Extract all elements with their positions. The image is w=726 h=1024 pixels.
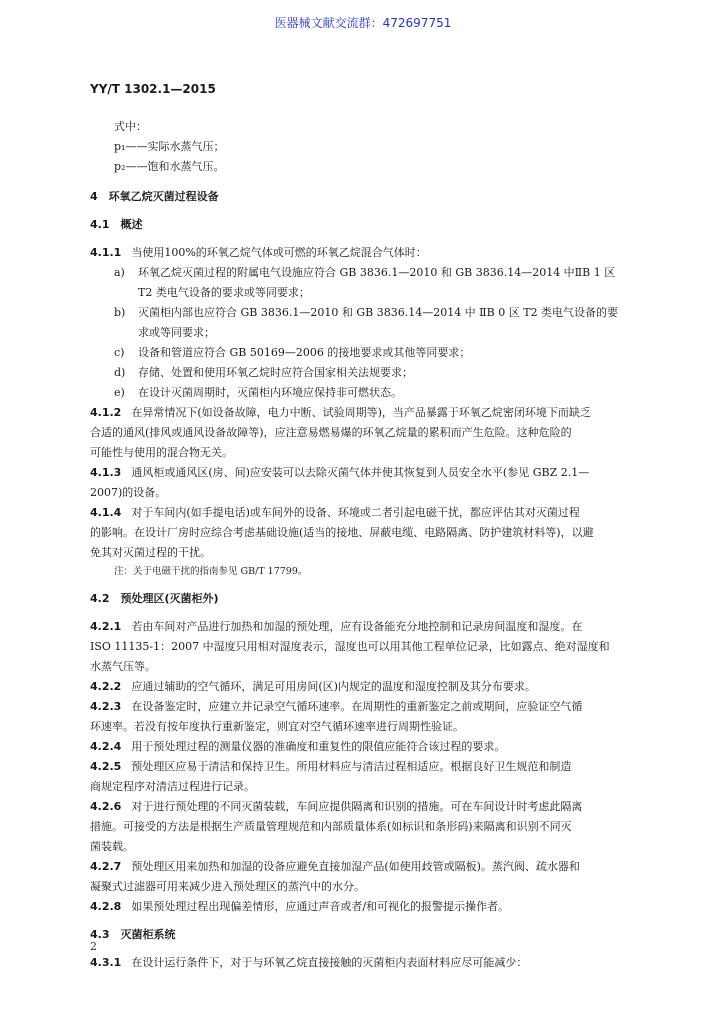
clause-4-2-2: 4.2.2 应通过辅助的空气循环，满足可用房间(区)内规定的温度和湿度控制及其分布要求。 bbox=[90, 680, 536, 693]
list-item-e: e) 在设计灭菌周期时，灭菌柜内环境应保持非可燃状态。 bbox=[114, 386, 402, 399]
clause-number: 4.2.3 bbox=[90, 700, 122, 713]
clause-number: 4.1.3 bbox=[90, 466, 122, 479]
where-p2: p₂——饱和水蒸气压。 bbox=[114, 160, 225, 173]
where-p1: p₁——实际水蒸气压； bbox=[114, 140, 225, 153]
where-intro: 式中： bbox=[114, 120, 147, 133]
document-id: YY/T 1302.1—2015 bbox=[90, 82, 216, 96]
page-number: 2 bbox=[90, 940, 97, 953]
clause-4-2-7: 4.2.7 预处理区用来加热和加湿的设备应避免直接加湿产品(如使用歧管或隔板)。蒸汽阀、疏水器和 凝聚式过滤器可用来减少进入预处理区的蒸汽中的水分。 bbox=[90, 860, 580, 893]
list-item-d: d) 存储、处置和使用环氧乙烷时应符合国家相关法规要求； bbox=[114, 366, 413, 379]
section-4-1-title: 4.1 概述 bbox=[90, 218, 143, 231]
clause-4-1-1 bbox=[90, 243, 650, 403]
clause-4-2-3: 4.2.3 在设备鉴定时，应建立并记录空气循环速率。在周期性的重新鉴定之前或期间，应验证空气循 环速率。若没有按年度执行重新鉴定，则宜对空气循环速率进行周期性验证。 bbox=[90, 700, 583, 733]
list-item-c: c) 设备和管道应符合 GB 50169—2006 的接地要求或其他等同要求； bbox=[114, 346, 471, 359]
clause-4-1-3: 4.1.3 通风柜或通风区(房、间)应安装可以去除灭菌气体并使其恢复到人员安全水平(参见 GBZ 2.1— 2007)的设备。 bbox=[90, 466, 590, 499]
clause-text: 当使用100%的环氧乙烷气体或可燃的环氧乙烷混合气体时： bbox=[131, 246, 427, 259]
clause-4-2-1: 4.2.1 若由车间对产品进行加热和加湿的预处理，应有设备能充分地控制和记录房间温度和湿度。在 ISO 11135-1：2007 中湿度只用相对湿度表示，湿度也可以用其他工程单位记录，比如露点、绝对湿度和 水蒸气压等。 bbox=[90, 620, 610, 673]
clause-4-2-8: 4.2.8 如果预处理过程出现偏差情形，应通过声音或者/和可视化的报警提示操作者。 bbox=[90, 900, 510, 913]
clause-4-3-1: 4.3.1 在设计运行条件下，对于与环氧乙烷直接接触的灭菌柜内表面材料应尽可能减少： bbox=[90, 956, 528, 969]
clause-number: 4.2.6 bbox=[90, 800, 122, 813]
section-4-3-title: 4.3 灭菌柜系统 bbox=[90, 928, 176, 941]
list-item-b-cont: 求或等同要求； bbox=[138, 326, 215, 339]
clause-4-2-6: 4.2.6 对于进行预处理的不同灭菌装载，车间应提供隔离和识别的措施。可在车间设计时考虑此隔离 措施。可接受的方法是根据生产质量管理规范和内部质量体系(如标识和条形码)来隔离和识别不同灭 菌装载。 bbox=[90, 800, 583, 853]
section-4-title: 4 环氧乙烷灭菌过程设备 bbox=[90, 190, 219, 203]
clause-number: 4.1.4 bbox=[90, 506, 122, 519]
clause-4-1-2: 4.1.2 在异常情况下(如设备故障，电力中断、试验周期等)，当产品暴露于环氧乙烷密闭环境下而缺乏 合适的通风(排风或通风设备故障等)，应注意易燃易爆的环氧乙烷量的累积而产生危险。这种危险的 可能性与使用的混合物无关。 bbox=[90, 406, 591, 459]
clause-number: 4.2.7 bbox=[90, 860, 122, 873]
list-item-b: b) 灭菌柜内部也应符合 GB 3836.1—2010 和 GB 3836.14—2014 中 ⅡB 0 区 T2 类电气设备的要 bbox=[114, 306, 619, 319]
clause-number: 4.2.2 bbox=[90, 680, 122, 693]
clause-4-2-5: 4.2.5 预处理区应易于清洁和保持卫生。所用材料应与清洁过程相适应。根据良好卫生规范和制造 商规定程序对清洁过程进行记录。 bbox=[90, 760, 572, 793]
watermark-text: 医器械文献交流群：472697751 bbox=[274, 16, 452, 30]
clause-number: 4.1.2 bbox=[90, 406, 122, 419]
clause-4-1-4: 4.1.4 对于车间内(如手提电话)或车间外的设备、环境或二者引起电磁干扰，都应评估其对灭菌过程 的影响。在设计厂房时应综合考虑基础设施(适当的接地、屏蔽电缆、电路隔离、防护建筑材料等)，以避 免其对灭菌过程的干扰。 注：关于电磁干扰的指南参见 GB/T 17799。 bbox=[90, 503, 650, 581]
clause-number: 4.3.1 bbox=[90, 956, 122, 969]
note-emc: 注：关于电磁干扰的指南参见 GB/T 17799。 bbox=[114, 566, 308, 577]
list-item-a-cont: T2 类电气设备的要求或等同要求； bbox=[138, 286, 310, 299]
clause-number: 4.2.5 bbox=[90, 760, 122, 773]
clause-number: 4.2.8 bbox=[90, 900, 122, 913]
clause-4-2-4: 4.2.4 用于预处理过程的测量仪器的准确度和重复性的限值应能符合该过程的要求。 bbox=[90, 740, 506, 753]
clause-number: 4.2.1 bbox=[90, 620, 122, 633]
clause-number: 4.2.4 bbox=[90, 740, 122, 753]
list-item-a: a) 环氧乙烷灭菌过程的附属电气设施应符合 GB 3836.1—2010 和 GB 3836.14—2014 中ⅡB 1 区 bbox=[114, 266, 616, 279]
section-4-2-title: 4.2 预处理区(灭菌柜外) bbox=[90, 592, 219, 605]
page-body bbox=[90, 117, 650, 973]
clause-number: 4.1.1 bbox=[90, 246, 122, 259]
